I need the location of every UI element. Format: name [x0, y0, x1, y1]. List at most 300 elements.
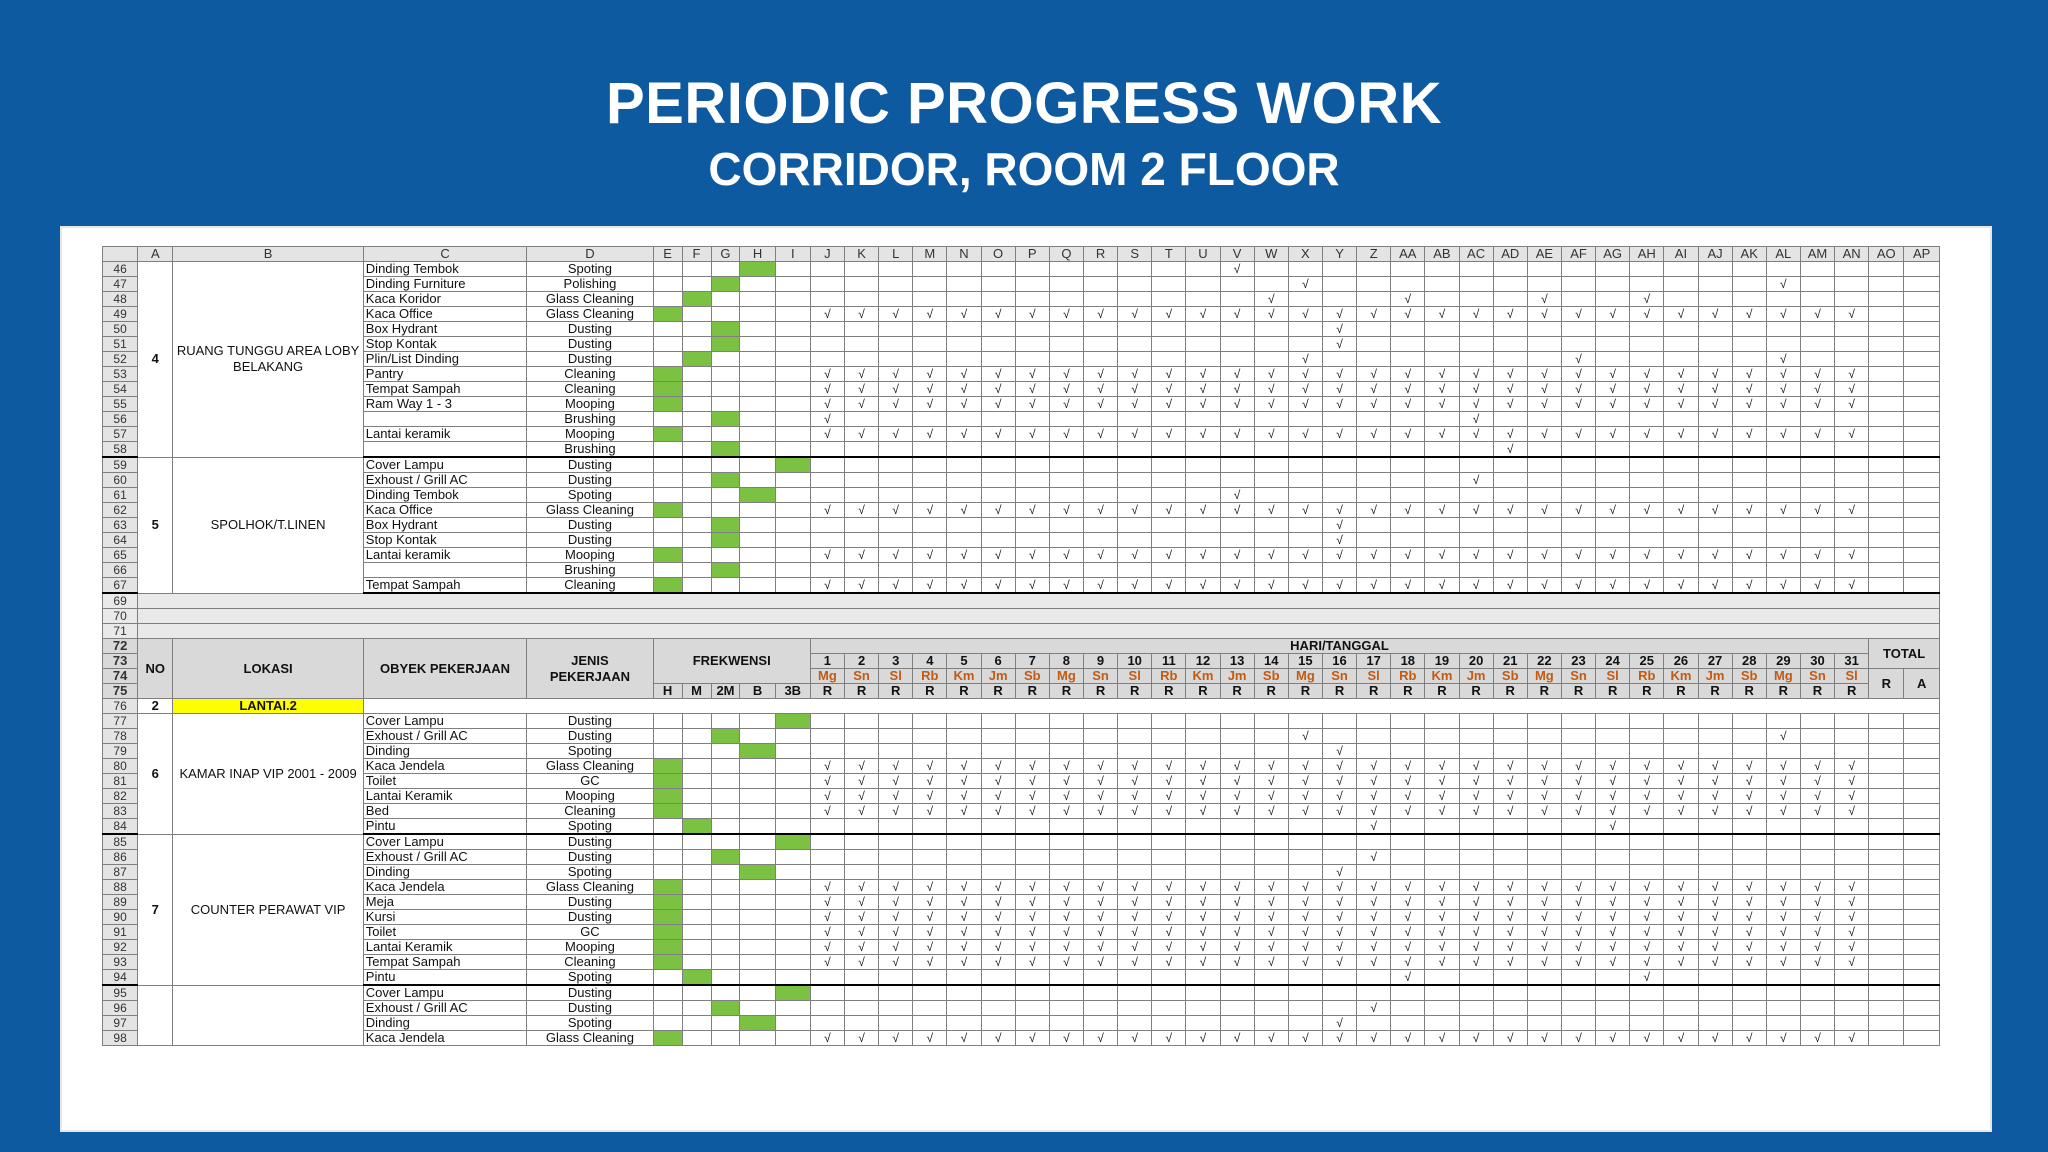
- day-check-cell: [1835, 533, 1869, 548]
- day-check-cell: √: [1596, 925, 1630, 940]
- total-r-cell: [1869, 744, 1904, 759]
- day-check-cell: [1596, 518, 1630, 533]
- day-check-cell: [1322, 1001, 1356, 1016]
- plan-code-cell: R: [1800, 684, 1834, 699]
- day-check-cell: √: [1630, 1031, 1664, 1046]
- day-check-cell: √: [1732, 1031, 1766, 1046]
- day-check-cell: [1254, 1016, 1288, 1031]
- object-cell: Cover Lampu: [363, 985, 527, 1001]
- total-a-cell: [1904, 473, 1940, 488]
- day-check-cell: [810, 473, 844, 488]
- day-check-cell: [1527, 533, 1561, 548]
- day-check-cell: [913, 322, 947, 337]
- day-check-cell: [947, 1001, 981, 1016]
- frequency-cell: [653, 488, 682, 503]
- table-row: [103, 789, 1940, 804]
- day-check-cell: [1118, 457, 1152, 473]
- object-cell: Dinding Tembok: [363, 488, 527, 503]
- day-check-cell: [844, 518, 878, 533]
- type-cell: Spoting: [527, 819, 653, 835]
- day-check-cell: [879, 819, 913, 835]
- day-check-cell: [1357, 834, 1391, 850]
- day-check-cell: [1254, 277, 1288, 292]
- object-cell: Plin/List Dinding: [363, 352, 527, 367]
- day-check-cell: √: [947, 578, 981, 594]
- day-check-cell: [1083, 850, 1117, 865]
- day-check-cell: √: [1835, 774, 1869, 789]
- day-check-cell: [1357, 729, 1391, 744]
- day-check-cell: √: [1083, 397, 1117, 412]
- day-check-cell: [1357, 442, 1391, 458]
- type-cell: Cleaning: [527, 382, 653, 397]
- day-check-cell: [879, 563, 913, 578]
- day-check-cell: √: [1391, 367, 1425, 382]
- frequency-cell: [775, 834, 810, 850]
- frequency-cell: [775, 367, 810, 382]
- day-check-cell: [981, 262, 1015, 277]
- day-check-cell: √: [1698, 367, 1732, 382]
- frequency-cell: [740, 262, 775, 277]
- column-header-L: L: [879, 247, 913, 262]
- day-check-cell: √: [810, 955, 844, 970]
- day-check-cell: √: [1391, 880, 1425, 895]
- day-check-cell: √: [879, 940, 913, 955]
- object-cell: Tempat Sampah: [363, 382, 527, 397]
- day-check-cell: [947, 352, 981, 367]
- day-check-cell: √: [1254, 804, 1288, 819]
- day-check-cell: √: [1766, 503, 1800, 518]
- day-check-cell: [1220, 850, 1254, 865]
- day-check-cell: [1288, 1016, 1322, 1031]
- day-check-cell: √: [879, 880, 913, 895]
- type-cell: Mooping: [527, 789, 653, 804]
- day-check-cell: √: [1596, 382, 1630, 397]
- day-check-cell: [1118, 744, 1152, 759]
- table-row: [103, 457, 1940, 473]
- row-number: 65: [103, 548, 138, 563]
- row-number: 85: [103, 834, 138, 850]
- day-check-cell: [1083, 277, 1117, 292]
- frequency-cell: [775, 714, 810, 729]
- day-check-cell: [1527, 322, 1561, 337]
- day-check-cell: [844, 850, 878, 865]
- day-check-cell: [947, 292, 981, 307]
- frequency-cell: [740, 819, 775, 835]
- day-check-cell: [1630, 262, 1664, 277]
- day-check-cell: √: [1425, 940, 1459, 955]
- day-check-cell: [1118, 970, 1152, 986]
- day-check-cell: √: [1493, 397, 1527, 412]
- day-check-cell: √: [1049, 578, 1083, 594]
- day-check-cell: [1254, 729, 1288, 744]
- column-header-Q: Q: [1049, 247, 1083, 262]
- type-cell: Brushing: [527, 442, 653, 458]
- day-check-cell: √: [1766, 789, 1800, 804]
- day-check-cell: √: [1493, 442, 1527, 458]
- day-check-cell: √: [1118, 382, 1152, 397]
- table-row: [103, 834, 1940, 850]
- day-check-cell: [981, 1016, 1015, 1031]
- day-check-cell: √: [1630, 925, 1664, 940]
- date-cell: 21: [1493, 654, 1527, 669]
- day-check-cell: √: [1698, 307, 1732, 322]
- day-name-cell: Sb: [1015, 669, 1049, 684]
- frequency-cell: [740, 307, 775, 322]
- day-check-cell: [1527, 442, 1561, 458]
- plan-code-cell: R: [1391, 684, 1425, 699]
- day-check-cell: √: [879, 910, 913, 925]
- day-check-cell: [1049, 473, 1083, 488]
- day-check-cell: √: [1493, 910, 1527, 925]
- day-check-cell: √: [1596, 307, 1630, 322]
- row-number: 81: [103, 774, 138, 789]
- day-check-cell: √: [913, 804, 947, 819]
- column-header-AL: AL: [1766, 247, 1800, 262]
- day-check-cell: [1732, 442, 1766, 458]
- day-check-cell: [1220, 337, 1254, 352]
- total-a-cell: [1904, 834, 1940, 850]
- day-check-cell: √: [913, 367, 947, 382]
- day-check-cell: [1118, 473, 1152, 488]
- table-row: [103, 1016, 1940, 1031]
- day-check-cell: √: [810, 804, 844, 819]
- day-check-cell: [1766, 473, 1800, 488]
- day-check-cell: [913, 563, 947, 578]
- day-check-cell: √: [1732, 804, 1766, 819]
- day-check-cell: [1630, 985, 1664, 1001]
- day-check-cell: [1015, 412, 1049, 427]
- day-check-cell: √: [981, 427, 1015, 442]
- day-check-cell: √: [1425, 307, 1459, 322]
- day-check-cell: √: [1083, 925, 1117, 940]
- day-check-cell: √: [1664, 1031, 1698, 1046]
- day-check-cell: [1561, 322, 1595, 337]
- object-cell: Kaca Office: [363, 503, 527, 518]
- date-cell: 13: [1220, 654, 1254, 669]
- day-check-cell: √: [1152, 307, 1186, 322]
- day-check-cell: [913, 488, 947, 503]
- day-check-cell: [1220, 819, 1254, 835]
- day-check-cell: √: [1630, 880, 1664, 895]
- day-check-cell: √: [844, 940, 878, 955]
- day-check-cell: [1322, 292, 1356, 307]
- day-check-cell: √: [1118, 895, 1152, 910]
- day-check-cell: √: [1800, 880, 1834, 895]
- day-check-cell: [947, 488, 981, 503]
- day-check-cell: [1152, 819, 1186, 835]
- column-header-Y: Y: [1322, 247, 1356, 262]
- day-check-cell: √: [1015, 367, 1049, 382]
- day-check-cell: √: [1596, 804, 1630, 819]
- day-check-cell: [1152, 1001, 1186, 1016]
- date-cell: 30: [1800, 654, 1834, 669]
- day-check-cell: [1357, 488, 1391, 503]
- total-a-cell: [1904, 955, 1940, 970]
- day-check-cell: [1664, 412, 1698, 427]
- object-cell: Kaca Jendela: [363, 759, 527, 774]
- day-check-cell: √: [981, 397, 1015, 412]
- group-location: COUNTER PERAWAT VIP: [173, 834, 363, 985]
- day-check-cell: √: [1254, 759, 1288, 774]
- day-check-cell: √: [1357, 548, 1391, 563]
- day-check-cell: [1152, 337, 1186, 352]
- day-check-cell: [1083, 744, 1117, 759]
- day-check-cell: √: [1527, 955, 1561, 970]
- day-check-cell: [1630, 533, 1664, 548]
- frequency-cell: [711, 955, 740, 970]
- header-location: LOKASI: [173, 639, 363, 699]
- frequency-cell: [653, 427, 682, 442]
- day-check-cell: [1766, 834, 1800, 850]
- day-check-cell: √: [947, 1031, 981, 1046]
- day-check-cell: √: [1732, 880, 1766, 895]
- day-check-cell: √: [844, 925, 878, 940]
- table-row: [103, 473, 1940, 488]
- day-check-cell: √: [1630, 367, 1664, 382]
- day-check-cell: √: [1083, 548, 1117, 563]
- day-check-cell: √: [1835, 307, 1869, 322]
- day-check-cell: [947, 819, 981, 835]
- row-number: 84: [103, 819, 138, 835]
- day-check-cell: √: [1254, 895, 1288, 910]
- column-header-B: B: [173, 247, 363, 262]
- object-cell: Cover Lampu: [363, 834, 527, 850]
- frequency-cell: [740, 277, 775, 292]
- day-check-cell: [1015, 292, 1049, 307]
- day-check-cell: [1766, 563, 1800, 578]
- day-check-cell: √: [1118, 774, 1152, 789]
- day-check-cell: √: [1152, 895, 1186, 910]
- day-check-cell: √: [1698, 382, 1732, 397]
- frequency-cell: [740, 322, 775, 337]
- frequency-cell: [711, 910, 740, 925]
- date-cell: 4: [913, 654, 947, 669]
- day-check-cell: √: [1664, 910, 1698, 925]
- day-check-cell: [1766, 262, 1800, 277]
- day-check-cell: √: [1732, 759, 1766, 774]
- row-number: 79: [103, 744, 138, 759]
- day-check-cell: [1732, 292, 1766, 307]
- day-check-cell: √: [947, 307, 981, 322]
- schedule-grid: [102, 246, 1940, 1046]
- day-check-cell: √: [1527, 1031, 1561, 1046]
- day-check-cell: [1732, 337, 1766, 352]
- day-check-cell: √: [1561, 910, 1595, 925]
- day-check-cell: [1459, 865, 1493, 880]
- day-check-cell: √: [1220, 367, 1254, 382]
- day-check-cell: [1732, 473, 1766, 488]
- row-number: 60: [103, 473, 138, 488]
- day-check-cell: [1357, 744, 1391, 759]
- day-check-cell: √: [1698, 578, 1732, 594]
- total-r-cell: [1869, 397, 1904, 412]
- day-check-cell: √: [913, 382, 947, 397]
- day-check-cell: [981, 337, 1015, 352]
- day-check-cell: √: [844, 578, 878, 594]
- frequency-cell: [775, 1031, 810, 1046]
- object-cell: Bed: [363, 804, 527, 819]
- day-check-cell: √: [1800, 789, 1834, 804]
- day-check-cell: √: [1220, 548, 1254, 563]
- day-check-cell: √: [1630, 307, 1664, 322]
- frequency-cell: [682, 774, 711, 789]
- day-check-cell: √: [1766, 910, 1800, 925]
- day-check-cell: [1015, 970, 1049, 986]
- frequency-cell: [740, 834, 775, 850]
- day-check-cell: [1527, 865, 1561, 880]
- table-row: [103, 804, 1940, 819]
- column-header-AD: AD: [1493, 247, 1527, 262]
- day-check-cell: √: [1322, 759, 1356, 774]
- day-check-cell: √: [1118, 427, 1152, 442]
- day-check-cell: [844, 262, 878, 277]
- day-check-cell: √: [1186, 910, 1220, 925]
- day-check-cell: [981, 744, 1015, 759]
- day-check-cell: [1664, 292, 1698, 307]
- day-check-cell: [1698, 985, 1732, 1001]
- total-r-cell: [1869, 367, 1904, 382]
- day-check-cell: [1766, 714, 1800, 729]
- day-check-cell: √: [1766, 774, 1800, 789]
- day-check-cell: [1698, 322, 1732, 337]
- total-r-cell: [1869, 1031, 1904, 1046]
- day-check-cell: √: [1732, 367, 1766, 382]
- row-number: 86: [103, 850, 138, 865]
- day-check-cell: √: [1186, 955, 1220, 970]
- day-check-cell: √: [1664, 397, 1698, 412]
- day-check-cell: [981, 865, 1015, 880]
- day-check-cell: [1698, 412, 1732, 427]
- day-check-cell: [1493, 412, 1527, 427]
- day-check-cell: √: [1118, 789, 1152, 804]
- frequency-cell: [682, 895, 711, 910]
- day-check-cell: √: [844, 367, 878, 382]
- day-check-cell: [810, 563, 844, 578]
- day-check-cell: [1015, 834, 1049, 850]
- day-check-cell: √: [1800, 774, 1834, 789]
- day-check-cell: [879, 1001, 913, 1016]
- table-row: [103, 382, 1940, 397]
- day-check-cell: √: [1732, 578, 1766, 594]
- day-check-cell: √: [1288, 789, 1322, 804]
- day-check-cell: [1698, 262, 1732, 277]
- day-check-cell: √: [1800, 548, 1834, 563]
- day-check-cell: √: [1322, 940, 1356, 955]
- day-check-cell: √: [1835, 397, 1869, 412]
- day-check-cell: √: [1015, 925, 1049, 940]
- day-check-cell: [1664, 352, 1698, 367]
- table-row: [103, 819, 1940, 835]
- total-a-cell: [1904, 759, 1940, 774]
- frequency-cell: [653, 910, 682, 925]
- day-check-cell: [1288, 518, 1322, 533]
- day-check-cell: [1049, 729, 1083, 744]
- day-check-cell: √: [1015, 503, 1049, 518]
- header-object: OBYEK PEKERJAAN: [363, 639, 527, 699]
- day-check-cell: √: [1118, 925, 1152, 940]
- date-cell: 28: [1732, 654, 1766, 669]
- day-check-cell: √: [1322, 382, 1356, 397]
- day-check-cell: √: [1391, 1031, 1425, 1046]
- day-check-cell: √: [1391, 789, 1425, 804]
- day-check-cell: [1152, 1016, 1186, 1031]
- day-check-cell: [879, 277, 913, 292]
- day-check-cell: √: [1254, 503, 1288, 518]
- day-check-cell: √: [1630, 292, 1664, 307]
- day-check-cell: √: [1118, 1031, 1152, 1046]
- day-check-cell: [1493, 277, 1527, 292]
- table-row: [103, 578, 1940, 594]
- day-check-cell: [1732, 322, 1766, 337]
- frequency-cell: [682, 850, 711, 865]
- day-check-cell: [1049, 442, 1083, 458]
- total-a-cell: [1904, 910, 1940, 925]
- day-check-cell: √: [1118, 503, 1152, 518]
- day-check-cell: [1254, 850, 1288, 865]
- day-check-cell: √: [1083, 1031, 1117, 1046]
- day-check-cell: [1083, 533, 1117, 548]
- day-check-cell: [1766, 1016, 1800, 1031]
- day-check-cell: √: [1630, 804, 1664, 819]
- day-check-cell: [1835, 1001, 1869, 1016]
- day-check-cell: √: [947, 910, 981, 925]
- day-check-cell: [981, 819, 1015, 835]
- day-check-cell: √: [1152, 910, 1186, 925]
- day-check-cell: √: [879, 1031, 913, 1046]
- row-number: 78: [103, 729, 138, 744]
- day-check-cell: √: [1015, 910, 1049, 925]
- day-check-cell: [1015, 563, 1049, 578]
- day-check-cell: √: [1766, 352, 1800, 367]
- total-a-cell: [1904, 729, 1940, 744]
- day-check-cell: [1186, 488, 1220, 503]
- day-check-cell: √: [1015, 880, 1049, 895]
- day-check-cell: √: [1322, 774, 1356, 789]
- day-check-cell: [1800, 488, 1834, 503]
- day-check-cell: [1083, 292, 1117, 307]
- type-cell: Dusting: [527, 337, 653, 352]
- day-check-cell: [1254, 1001, 1288, 1016]
- day-check-cell: [810, 985, 844, 1001]
- day-check-cell: [1425, 442, 1459, 458]
- total-a-cell: [1904, 865, 1940, 880]
- day-check-cell: [1288, 714, 1322, 729]
- day-check-cell: √: [1766, 925, 1800, 940]
- day-check-cell: [1766, 457, 1800, 473]
- day-check-cell: √: [1664, 367, 1698, 382]
- total-r-cell: [1869, 895, 1904, 910]
- day-check-cell: [947, 714, 981, 729]
- date-cell: 12: [1186, 654, 1220, 669]
- row-number: 95: [103, 985, 138, 1001]
- column-header-F: F: [682, 247, 711, 262]
- type-cell: Dusting: [527, 714, 653, 729]
- day-check-cell: [1322, 563, 1356, 578]
- day-check-cell: [1220, 1016, 1254, 1031]
- date-cell: 16: [1322, 654, 1356, 669]
- frequency-code-cell: H: [653, 684, 682, 699]
- object-cell: [363, 412, 527, 427]
- table-row: [103, 880, 1940, 895]
- day-check-cell: [1152, 729, 1186, 744]
- frequency-cell: [653, 955, 682, 970]
- day-check-cell: √: [879, 427, 913, 442]
- total-r-cell: [1869, 262, 1904, 277]
- day-check-cell: [1322, 277, 1356, 292]
- day-check-cell: √: [1220, 925, 1254, 940]
- day-check-cell: [1561, 865, 1595, 880]
- day-check-cell: √: [1596, 895, 1630, 910]
